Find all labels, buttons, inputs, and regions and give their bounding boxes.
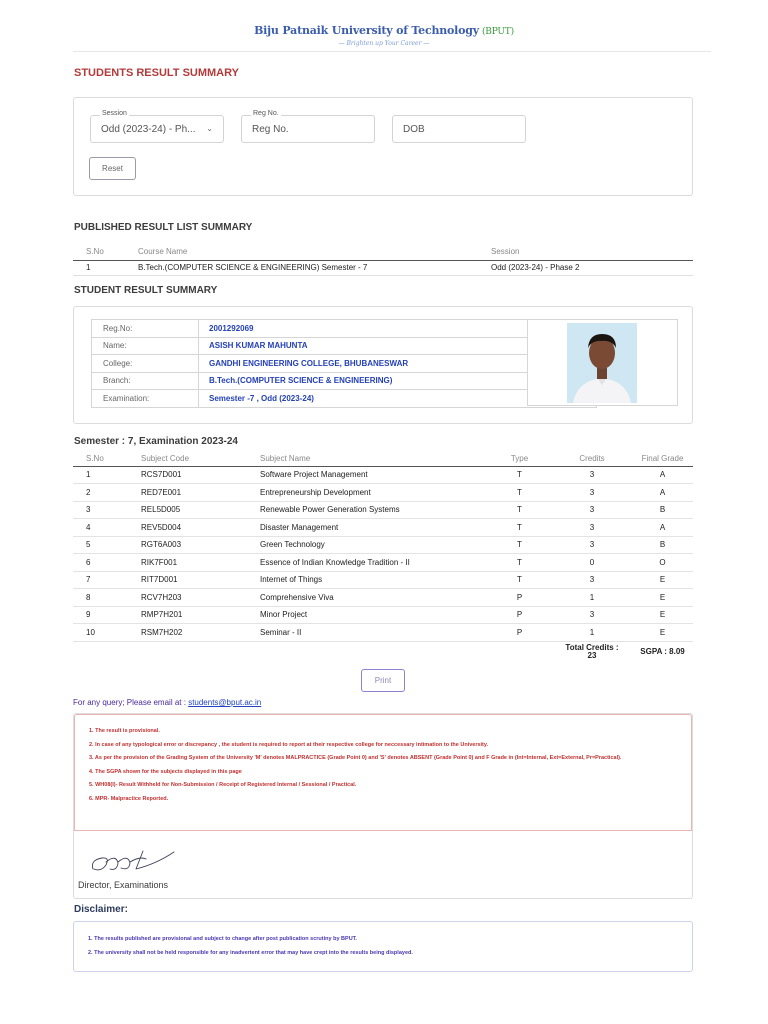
table-row	[73, 624, 693, 642]
disclaimer-item: 2. The university shall not be held responsible for any inadvertent error that may have crept into the results being displayed.	[88, 950, 413, 956]
table-cell: Odd (2023-24) - Phase 2	[478, 260, 693, 275]
student-summary-title: STUDENT RESULT SUMMARY	[74, 285, 218, 296]
table-row	[73, 554, 693, 572]
column-header: Session	[478, 244, 693, 260]
subject-name-cell: Internet of Things	[260, 571, 487, 589]
reg-no-value: 2001292069	[199, 320, 597, 338]
examination-label: Examination:	[92, 390, 199, 408]
table-row	[73, 501, 693, 519]
type-cell: P	[487, 589, 552, 607]
session-value: Odd (2023-24) - Ph...	[101, 124, 196, 135]
note-item: 6. MPR- Malpractice Reported.	[89, 795, 169, 802]
regno-placeholder: Reg No.	[252, 124, 289, 135]
branch-label: Branch:	[92, 372, 199, 390]
dob-input[interactable]	[392, 115, 526, 143]
column-header: S.No	[73, 452, 141, 466]
credits-cell: 1	[552, 624, 632, 642]
sno-cell: 5	[73, 536, 141, 554]
disclaimer-card	[73, 921, 693, 972]
table-cell: B.Tech.(COMPUTER SCIENCE & ENGINEERING) Semester - 7	[125, 260, 478, 275]
total-credits	[552, 641, 632, 663]
sno-cell: 10	[73, 624, 141, 642]
credits-cell: 3	[552, 466, 632, 484]
table-row	[73, 466, 693, 484]
subject-name-cell: Renewable Power Generation Systems	[260, 501, 487, 519]
column-header: S.No	[73, 244, 125, 260]
search-form	[73, 97, 693, 196]
regno-input[interactable]	[241, 110, 375, 143]
column-header: Course Name	[125, 244, 478, 260]
subject-code-cell: RCV7H203	[141, 589, 260, 607]
credits-cell: 0	[552, 554, 632, 572]
total-credits-value: 23	[587, 651, 597, 661]
chevron-down-icon: ⌄	[206, 124, 213, 133]
table-row	[73, 519, 693, 537]
name-label: Name:	[92, 337, 199, 355]
name-value: ASISH KUMAR MAHUNTA	[199, 337, 597, 355]
sno-cell: 2	[73, 484, 141, 502]
university-name: Biju Patnaik University of Technology (BPUT)	[254, 24, 514, 37]
subject-code-cell: RIK7F001	[141, 554, 260, 572]
regno-label: Reg No.	[253, 110, 279, 117]
session-label: Session	[102, 110, 127, 117]
table-row	[73, 571, 693, 589]
subject-code-cell: RED7E001	[141, 484, 260, 502]
subject-code-cell: RSM7H202	[141, 624, 260, 642]
disclaimer-title: Disclaimer:	[74, 904, 128, 915]
type-cell: T	[487, 536, 552, 554]
grade-cell: A	[632, 484, 693, 502]
notes-list	[74, 714, 692, 831]
note-item: 3. As per the provision of the Grading System of the University 'M' denotes MALPRACTICE (Grade Point 0) and 'S' denotes ABSENT (Grade Point 0) and F Grade in (Int=Internal, Ext=External, Pr=Practical).	[89, 755, 622, 761]
type-cell: T	[487, 519, 552, 537]
director-signature	[88, 842, 178, 877]
totals-row	[73, 641, 693, 663]
note-item: 2. In case of any typological error or discrepancy , the student is required to report at their respective college for neccessary intimation to the University.	[89, 741, 489, 748]
published-results-table	[73, 244, 693, 276]
sno-cell: 7	[73, 571, 141, 589]
credits-cell: 3	[552, 501, 632, 519]
session-select[interactable]	[90, 110, 224, 143]
university-abbreviation: (BPUT)	[481, 27, 514, 37]
subject-name-cell: Entrepreneurship Development	[260, 484, 487, 502]
subject-code-cell: REL5D005	[141, 501, 260, 519]
table-cell: 1	[73, 260, 125, 275]
semester-title: Semester : 7, Examination 2023-24	[74, 436, 238, 447]
header-divider	[73, 51, 711, 52]
query-line	[73, 698, 261, 707]
sgpa-value: SGPA : 8.09	[640, 647, 685, 657]
type-cell: T	[487, 501, 552, 519]
subject-name-cell: Disaster Management	[260, 519, 487, 537]
note-item: 5. WH08(I)- Result Withheld for Non-Submission / Receipt of Registered Internal / Sessional / Practical.	[89, 782, 357, 788]
type-cell: T	[487, 484, 552, 502]
grade-cell: O	[632, 554, 693, 572]
type-cell: T	[487, 466, 552, 484]
subject-name-cell: Seminar - II	[260, 624, 487, 642]
reset-button[interactable]: Reset	[89, 157, 136, 180]
query-text: For any query; Please email at :	[73, 698, 186, 707]
table-row	[73, 484, 693, 502]
page-title: STUDENTS RESULT SUMMARY	[74, 67, 239, 79]
sno-cell: 4	[73, 519, 141, 537]
credits-cell: 3	[552, 571, 632, 589]
credits-cell: 1	[552, 589, 632, 607]
student-photo	[567, 323, 637, 403]
grade-cell: B	[632, 536, 693, 554]
college-value: GANDHI ENGINEERING COLLEGE, BHUBANESWAR	[199, 355, 597, 373]
email-link[interactable]: students@bput.ac.in	[188, 698, 262, 707]
sno-cell: 3	[73, 501, 141, 519]
subject-code-cell: RMP7H201	[141, 606, 260, 624]
credits-cell: 3	[552, 484, 632, 502]
director-title: Director, Examinations	[78, 880, 169, 890]
subject-name-cell: Essence of Indian Knowledge Tradition - II	[260, 554, 487, 572]
credits-cell: 3	[552, 519, 632, 537]
student-info-card	[73, 306, 693, 424]
subject-name-cell: Software Project Management	[260, 466, 487, 484]
subject-code-cell: REV5D004	[141, 519, 260, 537]
grade-cell: E	[632, 606, 693, 624]
note-item: 1. The result is provisional.	[89, 728, 160, 734]
semester-results-table	[73, 452, 693, 663]
subject-name-cell: Comprehensive Viva	[260, 589, 487, 607]
type-cell: T	[487, 554, 552, 572]
print-button[interactable]: Print	[361, 669, 405, 692]
note-item: 4. The SGPA shown for the subjects displayed in this page	[89, 768, 242, 775]
grade-cell: E	[632, 624, 693, 642]
type-cell: P	[487, 606, 552, 624]
reg-no-label: Reg.No:	[92, 320, 199, 338]
column-header: Subject Name	[260, 452, 487, 466]
examination-value: Semester -7 , Odd (2023-24)	[199, 390, 597, 408]
notes-card	[73, 713, 693, 899]
type-cell: P	[487, 624, 552, 642]
type-cell: T	[487, 571, 552, 589]
total-credits-label: Total Credits :	[565, 643, 619, 653]
subject-name-cell: Minor Project	[260, 606, 487, 624]
credits-cell: 3	[552, 606, 632, 624]
grade-cell: B	[632, 501, 693, 519]
grade-cell: A	[632, 519, 693, 537]
credits-cell: 3	[552, 536, 632, 554]
disclaimer-item: 1. The results published are provisional and subject to change after post publication scrutiny by BPUT.	[88, 936, 357, 942]
sno-cell: 6	[73, 554, 141, 572]
tagline: — Brighten up Your Career —	[338, 40, 430, 47]
site-header	[0, 0, 768, 52]
sno-cell: 8	[73, 589, 141, 607]
column-header: Final Grade	[632, 452, 693, 466]
subject-code-cell: RCS7D001	[141, 466, 260, 484]
sno-cell: 1	[73, 466, 141, 484]
grade-cell: A	[632, 466, 693, 484]
dob-placeholder: DOB	[403, 124, 425, 135]
grade-cell: E	[632, 589, 693, 607]
column-header: Credits	[552, 452, 632, 466]
column-header: Type	[487, 452, 552, 466]
sno-cell: 9	[73, 606, 141, 624]
table-row	[73, 589, 693, 607]
table-row[interactable]	[73, 260, 693, 275]
college-label: College:	[92, 355, 199, 373]
student-photo-frame	[527, 319, 678, 406]
published-list-title: PUBLISHED RESULT LIST SUMMARY	[74, 222, 253, 233]
table-row	[73, 536, 693, 554]
column-header: Subject Code	[141, 452, 260, 466]
grade-cell: E	[632, 571, 693, 589]
subject-code-cell: RIT7D001	[141, 571, 260, 589]
table-row	[73, 606, 693, 624]
subject-code-cell: RGT6A003	[141, 536, 260, 554]
subject-name-cell: Green Technology	[260, 536, 487, 554]
branch-value: B.Tech.(COMPUTER SCIENCE & ENGINEERING)	[199, 372, 597, 390]
student-info-table	[91, 319, 597, 408]
